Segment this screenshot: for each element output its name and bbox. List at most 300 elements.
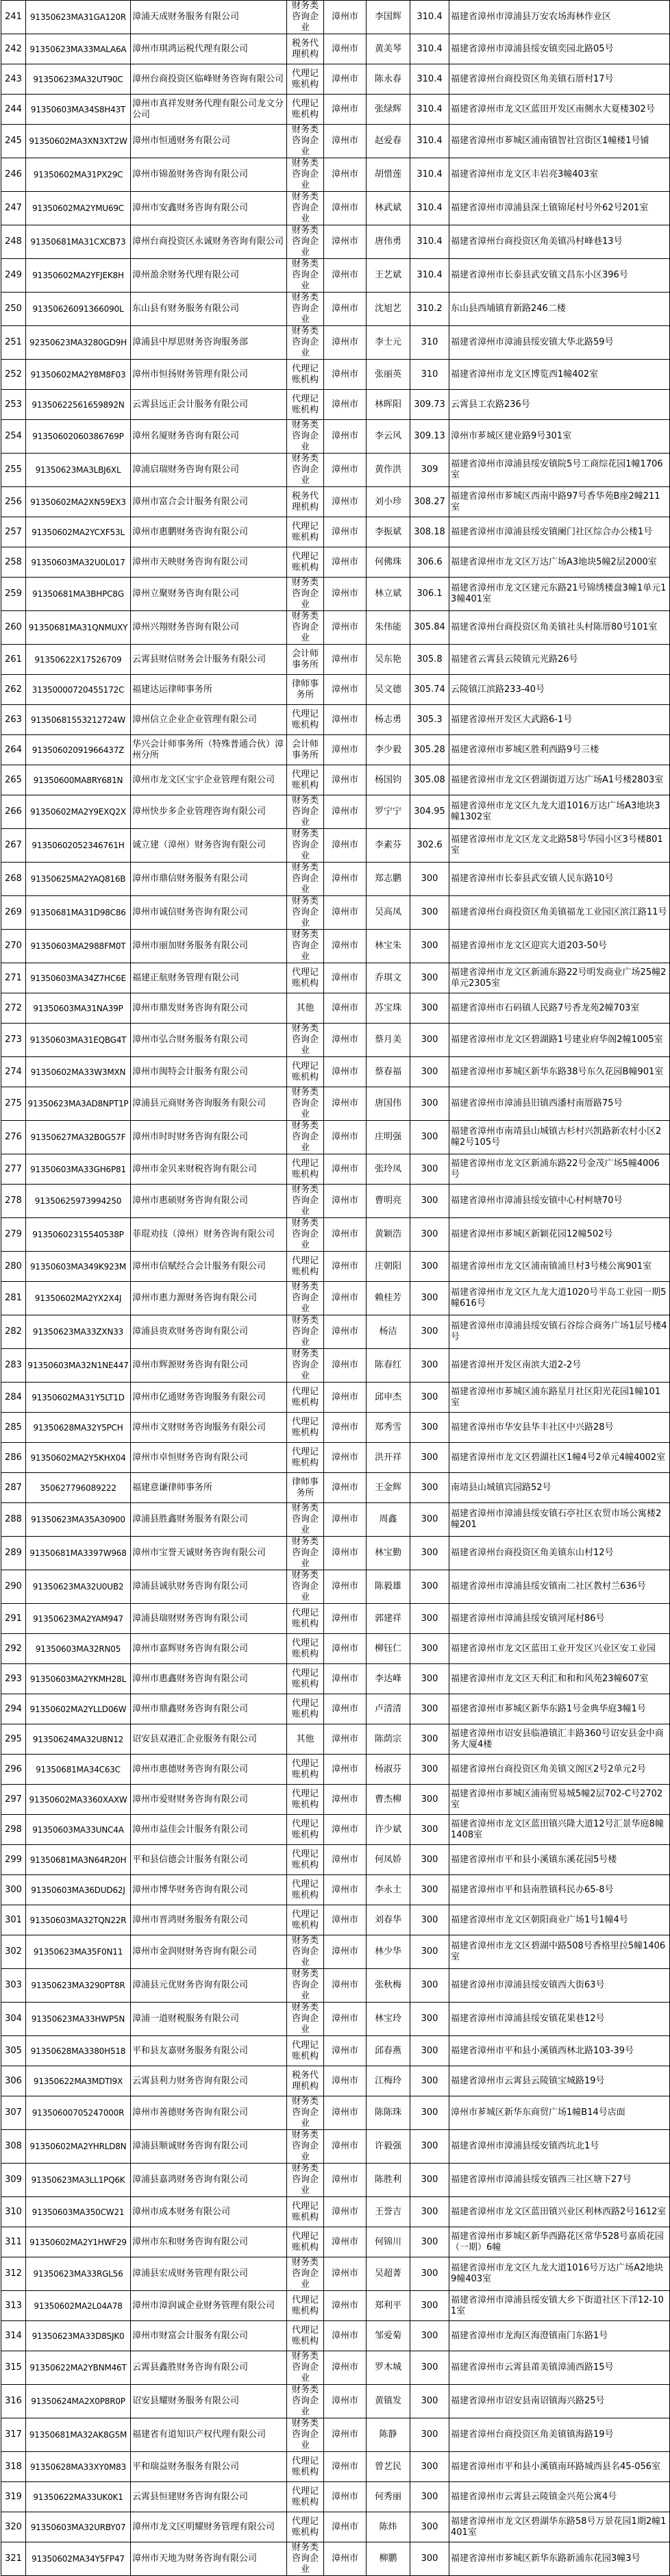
address-cell: 福建省漳州市芗城区新华东路1号金典华庭3幢1号 xyxy=(449,1694,670,1724)
credit-code-cell: 91350624MA32U8N12 xyxy=(26,1724,131,1755)
address-cell: 福建省漳州市龙文区九龙大道1016万达广场A3地块3幢1302室 xyxy=(449,795,670,829)
row-number-cell: 253 xyxy=(1,390,26,420)
company-name-cell: 漳州快步多企业管理咨询有限公司 xyxy=(131,795,287,829)
credit-code-cell: 91350628MA32Y5PCH xyxy=(26,1413,131,1443)
credit-code-cell: 91350602MA2YCXF53L xyxy=(26,517,131,547)
org-type-cell: 会计师事务所 xyxy=(287,645,324,675)
contact-person-cell: 卢清清 xyxy=(367,1694,410,1724)
company-name-cell: 云霄县财信财务会计服务有限公司 xyxy=(131,645,287,675)
address-cell: 福建省漳州市平和县小溪镇东溪花园5号楼 xyxy=(449,1845,670,1875)
table-body xyxy=(1,1,670,2576)
score-cell: 300 xyxy=(410,1413,449,1443)
address-cell: 福建省漳州市芗城区新华东路38号东久花园B幢901室 xyxy=(449,1057,670,1087)
credit-code-cell: 91350602MA2Y5KHX04 xyxy=(26,1443,131,1473)
contact-person-cell: 李少毅 xyxy=(367,735,410,765)
table-row xyxy=(1,1969,670,2003)
org-type-cell: 税务代理机构 xyxy=(287,487,324,517)
row-number-cell: 293 xyxy=(1,1664,26,1694)
table-row xyxy=(1,705,670,735)
credit-code-cell: 91350602MA31PX29C xyxy=(26,158,131,192)
company-name-cell: 云霄县利力财务咨询有限公司 xyxy=(131,2066,287,2096)
contact-person-cell: 许毅强 xyxy=(367,2130,410,2164)
row-number-cell: 307 xyxy=(1,2096,26,2130)
credit-code-cell: 91350603MA350CW21 xyxy=(26,2197,131,2227)
company-name-cell: 菲琨劝技（漳州）财务咨询有限公司 xyxy=(131,1218,287,1252)
row-number-cell: 266 xyxy=(1,795,26,829)
table-row xyxy=(1,2036,670,2066)
table-row xyxy=(1,125,670,158)
contact-person-cell: 李振斌 xyxy=(367,517,410,547)
contact-person-cell: 赵爱春 xyxy=(367,125,410,158)
contact-person-cell: 李士元 xyxy=(367,326,410,360)
score-cell: 300 xyxy=(410,1935,449,1969)
city-cell: 漳州市 xyxy=(324,1087,367,1121)
credit-code-cell: 92350623MA3280GD9H xyxy=(26,326,131,360)
credit-code-cell: 91350622MA3MDTI9X xyxy=(26,2066,131,2096)
org-type-cell: 代理记账机构 xyxy=(287,1383,324,1413)
score-cell: 300 xyxy=(410,2036,449,2066)
company-name-cell: 漳州市惠力源财务咨询有限公司 xyxy=(131,1282,287,1315)
credit-code-cell: 91350603MA32TQN22R xyxy=(26,1905,131,1935)
company-table xyxy=(1,0,670,2576)
city-cell: 漳州市 xyxy=(324,1349,367,1383)
company-name-cell: 漳州市闽特会计服务有限公司 xyxy=(131,1057,287,1087)
city-cell: 漳州市 xyxy=(324,360,367,390)
contact-person-cell: 何凤娇 xyxy=(367,1845,410,1875)
company-name-cell: 福建意谦律师事务所 xyxy=(131,1473,287,1503)
company-name-cell: 漳浦县中厚思财务咨询服务部 xyxy=(131,326,287,360)
contact-person-cell: 杨洁 xyxy=(367,1315,410,1349)
contact-person-cell: 柳鹏 xyxy=(367,2542,410,2576)
org-type-cell: 财务类咨询企业 xyxy=(287,326,324,360)
table-row xyxy=(1,1664,670,1694)
row-number-cell: 318 xyxy=(1,2452,26,2482)
company-name-cell: 云霄县恒建财务咨询有限公司 xyxy=(131,2482,287,2512)
score-cell: 300 xyxy=(410,1024,449,1057)
address-cell: 福建省漳州市石码镇人民路7号香龙苑2幢703室 xyxy=(449,993,670,1024)
company-name-cell: 漳州市信赋经合会计服务有限公司 xyxy=(131,1252,287,1282)
table-row xyxy=(1,1724,670,1755)
score-cell: 300 xyxy=(410,2512,449,2542)
table-row xyxy=(1,963,670,993)
company-name-cell: 漳州市安鑫财务咨询有限公司 xyxy=(131,192,287,225)
company-name-cell: 云霄县远正会计服务有限公司 xyxy=(131,390,287,420)
city-cell: 漳州市 xyxy=(324,1383,367,1413)
table-row xyxy=(1,1537,670,1570)
address-cell: 福建省漳州市漳浦县绥安镇大乡下街道社区下洋12-101室 xyxy=(449,2291,670,2321)
credit-code-cell: 91350622X17526709 xyxy=(26,645,131,675)
company-name-cell: 漳州市时时财务咨询有限公司 xyxy=(131,1121,287,1154)
city-cell: 漳州市 xyxy=(324,1724,367,1755)
credit-code-cell: 91350602MA2YMU69C xyxy=(26,192,131,225)
credit-code-cell: 91350602MA3XN3XT2W xyxy=(26,125,131,158)
org-type-cell: 财务类咨询企业 xyxy=(287,158,324,192)
table-row xyxy=(1,2197,670,2227)
score-cell: 309 xyxy=(410,454,449,487)
city-cell: 漳州市 xyxy=(324,64,367,95)
table-row xyxy=(1,1503,670,1537)
score-cell: 300 xyxy=(410,1473,449,1503)
row-number-cell: 310 xyxy=(1,2197,26,2227)
row-number-cell: 290 xyxy=(1,1570,26,1604)
row-number-cell: 283 xyxy=(1,1349,26,1383)
credit-code-cell: 91350622MA33UK0K1 xyxy=(26,2482,131,2512)
company-name-cell: 漳州市锦盈财务咨询有限公司 xyxy=(131,158,287,192)
org-type-cell: 代理记账机构 xyxy=(287,765,324,795)
contact-person-cell: 林宝朱 xyxy=(367,930,410,963)
company-name-cell: 漳州市丽加财务服务有限公司 xyxy=(131,930,287,963)
company-name-cell: 漳州市金润财财务咨询有限公司 xyxy=(131,1935,287,1969)
credit-code-cell: 91350603MA34S8H43T xyxy=(26,95,131,125)
credit-code-cell: 91350623MA33HWP5N xyxy=(26,2003,131,2036)
org-type-cell: 财务类咨询企业 xyxy=(287,293,324,326)
contact-person-cell: 林晖阳 xyxy=(367,390,410,420)
credit-code-cell: 91350622MA2YBNM46T xyxy=(26,2351,131,2385)
org-type-cell: 代理记账机构 xyxy=(287,1905,324,1935)
row-number-cell: 278 xyxy=(1,1185,26,1218)
city-cell: 漳州市 xyxy=(324,547,367,578)
company-name-cell: 平和县友嘉财务服务有限公司 xyxy=(131,2036,287,2066)
company-name-cell: 漳浦县胜鑫财务服务有限公司 xyxy=(131,1503,287,1537)
row-number-cell: 287 xyxy=(1,1473,26,1503)
score-cell: 300 xyxy=(410,1570,449,1604)
org-type-cell: 其他 xyxy=(287,1724,324,1755)
score-cell: 305.84 xyxy=(410,611,449,645)
table-row xyxy=(1,1755,670,1785)
city-cell: 漳州市 xyxy=(324,158,367,192)
city-cell: 漳州市 xyxy=(324,1570,367,1604)
company-name-cell: 漳州盈余财务代理有限公司 xyxy=(131,259,287,293)
org-type-cell: 代理记账机构 xyxy=(287,1785,324,1815)
credit-code-cell: 91350602MA2L04A78 xyxy=(26,2291,131,2321)
org-type-cell: 代理记账机构 xyxy=(287,2291,324,2321)
company-name-cell: 漳州市鼎发财务咨询有限公司 xyxy=(131,993,287,1024)
credit-code-cell: 91350602MA34Y5FP47 xyxy=(26,2542,131,2576)
org-type-cell: 财务类咨询企业 xyxy=(287,1570,324,1604)
table-row xyxy=(1,1905,670,1935)
score-cell: 308.18 xyxy=(410,517,449,547)
row-number-cell: 309 xyxy=(1,2164,26,2197)
row-number-cell: 268 xyxy=(1,863,26,896)
row-number-cell: 270 xyxy=(1,930,26,963)
company-name-cell: 漳州市惠鹏财务咨询有限公司 xyxy=(131,517,287,547)
table-row xyxy=(1,34,670,64)
score-cell: 300 xyxy=(410,1349,449,1383)
city-cell: 漳州市 xyxy=(324,829,367,863)
credit-code-cell: 91350623MA33D8SJK0 xyxy=(26,2321,131,2351)
contact-person-cell: 庄朝阳 xyxy=(367,1252,410,1282)
contact-person-cell: 陈荫宗 xyxy=(367,1724,410,1755)
table-row xyxy=(1,293,670,326)
row-number-cell: 249 xyxy=(1,259,26,293)
city-cell: 漳州市 xyxy=(324,1634,367,1664)
company-name-cell: 漳浦县瑞财财务咨询有限公司 xyxy=(131,1604,287,1634)
contact-person-cell: 王金辉 xyxy=(367,1473,410,1503)
row-number-cell: 256 xyxy=(1,487,26,517)
row-number-cell: 262 xyxy=(1,675,26,705)
org-type-cell: 财务类咨询企业 xyxy=(287,1349,324,1383)
org-type-cell: 财务类咨询企业 xyxy=(287,930,324,963)
org-type-cell: 代理记账机构 xyxy=(287,95,324,125)
table-row xyxy=(1,611,670,645)
credit-code-cell: 91350602MA31Y5LT1D xyxy=(26,1383,131,1413)
credit-code-cell: 91350627MA32B0G57F xyxy=(26,1121,131,1154)
address-cell: 福建省漳州市龙文区蓝田镇兴隆大道12号汇景华庭8幢1408室 xyxy=(449,1815,670,1845)
score-cell: 309.13 xyxy=(410,420,449,454)
company-name-cell: 漳州市鼎信财务服务有限公司 xyxy=(131,863,287,896)
org-type-cell: 代理记账机构 xyxy=(287,64,324,95)
table-row xyxy=(1,1282,670,1315)
contact-person-cell: 郑志鹏 xyxy=(367,863,410,896)
contact-person-cell: 李永土 xyxy=(367,1875,410,1905)
row-number-cell: 274 xyxy=(1,1057,26,1087)
credit-code-cell: 91350603MA32RN05 xyxy=(26,1634,131,1664)
score-cell: 300 xyxy=(410,1503,449,1537)
table-row xyxy=(1,1875,670,1905)
address-cell: 福建省漳州市云霄县莆美镇漳浦西路15号 xyxy=(449,2351,670,2385)
row-number-cell: 273 xyxy=(1,1024,26,1057)
row-number-cell: 321 xyxy=(1,2542,26,2576)
address-cell: 福建省漳州市长泰县武安镇人民东路10号 xyxy=(449,863,670,896)
org-type-cell: 财务类咨询企业 xyxy=(287,420,324,454)
org-type-cell: 财务类咨询企业 xyxy=(287,611,324,645)
address-cell: 福建省漳州市芗城区浦东路星月社区阳光花园1幢101室 xyxy=(449,1383,670,1413)
address-cell: 福建省漳州台商投资区角美镇镇海路19号 xyxy=(449,2418,670,2452)
address-cell: 福建省漳州市龙文区蓝田开发区南侧水大夏楼302号 xyxy=(449,95,670,125)
company-name-cell: 漳浦天成财务服务有限公司 xyxy=(131,1,287,34)
table-row xyxy=(1,1087,670,1121)
city-cell: 漳州市 xyxy=(324,2452,367,2482)
city-cell: 漳州市 xyxy=(324,1315,367,1349)
org-type-cell: 代理记账机构 xyxy=(287,1845,324,1875)
row-number-cell: 267 xyxy=(1,829,26,863)
address-cell: 福建省漳州市芗城区浦南贸易城5幢2层702-C号2702室 xyxy=(449,1785,670,1815)
address-cell: 福建省漳州市龙文区碧湖社区1幢4号2单元4幢4002室 xyxy=(449,1443,670,1473)
row-number-cell: 254 xyxy=(1,420,26,454)
city-cell: 漳州市 xyxy=(324,2512,367,2542)
contact-person-cell: 苏宝珠 xyxy=(367,993,410,1024)
row-number-cell: 272 xyxy=(1,993,26,1024)
contact-person-cell: 黄颖浩 xyxy=(367,1218,410,1252)
contact-person-cell: 罗木城 xyxy=(367,2351,410,2385)
contact-person-cell: 林武斌 xyxy=(367,192,410,225)
address-cell: 福建省漳州市平和县小溪镇西林北路103-39号 xyxy=(449,2036,670,2066)
org-type-cell: 财务类咨询企业 xyxy=(287,2130,324,2164)
city-cell: 漳州市 xyxy=(324,578,367,611)
org-type-cell: 代理记账机构 xyxy=(287,1154,324,1185)
credit-code-cell: 91350603MA31NA39P xyxy=(26,993,131,1024)
org-type-cell: 财务类咨询企业 xyxy=(287,1121,324,1154)
contact-person-cell: 陈炜 xyxy=(367,2512,410,2542)
address-cell: 福建省漳州市龙文区新浦东路22号金茂广场5幢4006号 xyxy=(449,1154,670,1185)
org-type-cell: 财务类咨询企业 xyxy=(287,578,324,611)
city-cell: 漳州市 xyxy=(324,1057,367,1087)
score-cell: 310.4 xyxy=(410,34,449,64)
table-row xyxy=(1,1349,670,1383)
contact-person-cell: 邹爱菊 xyxy=(367,2321,410,2351)
row-number-cell: 303 xyxy=(1,1969,26,2003)
score-cell: 300 xyxy=(410,1604,449,1634)
company-name-cell: 漳州市诚信财务咨询有限公司 xyxy=(131,896,287,930)
contact-person-cell: 陈春红 xyxy=(367,1349,410,1383)
org-type-cell: 财务类咨询企业 xyxy=(287,795,324,829)
company-name-cell: 诏安县耀财务服务有限公司 xyxy=(131,2385,287,2418)
score-cell: 300 xyxy=(410,1664,449,1694)
address-cell: 云陵镇江滨路233-40号 xyxy=(449,675,670,705)
address-cell: 福建省漳州台商投资区角美镇东山村12号 xyxy=(449,1537,670,1570)
credit-code-cell: 91350603MA32N1NE447 xyxy=(26,1349,131,1383)
table-row xyxy=(1,2512,670,2542)
table-row xyxy=(1,1815,670,1845)
row-number-cell: 313 xyxy=(1,2291,26,2321)
table-row xyxy=(1,420,670,454)
org-type-cell: 财务类咨询企业 xyxy=(287,863,324,896)
credit-code-cell: 91350623MA3LBJ6XL xyxy=(26,454,131,487)
city-cell: 漳州市 xyxy=(324,1935,367,1969)
row-number-cell: 285 xyxy=(1,1413,26,1443)
org-type-cell: 财务类咨询企业 xyxy=(287,1218,324,1252)
score-cell: 300 xyxy=(410,1845,449,1875)
table-row xyxy=(1,1383,670,1413)
company-name-cell: 漳州市惠鑫财务咨询有限公司 xyxy=(131,1664,287,1694)
company-name-cell: 漳浦一道财税服务有限公司 xyxy=(131,2003,287,2036)
row-number-cell: 255 xyxy=(1,454,26,487)
city-cell: 漳州市 xyxy=(324,1969,367,2003)
score-cell: 300 xyxy=(410,2351,449,2385)
city-cell: 漳州市 xyxy=(324,795,367,829)
company-name-cell: 漳州市惠硕财务咨询有限公司 xyxy=(131,1185,287,1218)
credit-code-cell: 91350603MA33UNC4A xyxy=(26,1815,131,1845)
row-number-cell: 261 xyxy=(1,645,26,675)
contact-person-cell: 吴高凤 xyxy=(367,896,410,930)
address-cell: 福建省漳州市漳浦县绥安镇阑门社区综合办公楼1号 xyxy=(449,517,670,547)
row-number-cell: 296 xyxy=(1,1755,26,1785)
row-number-cell: 251 xyxy=(1,326,26,360)
org-type-cell: 财务类咨询企业 xyxy=(287,2542,324,2576)
score-cell: 305.8 xyxy=(410,645,449,675)
org-type-cell: 代理记账机构 xyxy=(287,2227,324,2257)
address-cell: 福建省漳州市龙海区海澄镇南门东路1号 xyxy=(449,2321,670,2351)
org-type-cell: 代理记账机构 xyxy=(287,517,324,547)
score-cell: 300 xyxy=(410,1315,449,1349)
contact-person-cell: 何秀丽 xyxy=(367,2482,410,2512)
contact-person-cell: 朱伟能 xyxy=(367,611,410,645)
org-type-cell: 代理记账机构 xyxy=(287,360,324,390)
score-cell: 300 xyxy=(410,1537,449,1570)
address-cell: 福建省漳州市龙文区迎宾大道203-50号 xyxy=(449,930,670,963)
org-type-cell: 代理记账机构 xyxy=(287,1057,324,1087)
company-name-cell: 漳州市嘉辉财务咨询有限公司 xyxy=(131,1634,287,1664)
row-number-cell: 292 xyxy=(1,1634,26,1664)
company-name-cell: 东山县有财务服务有限公司 xyxy=(131,293,287,326)
city-cell: 漳州市 xyxy=(324,1185,367,1218)
org-type-cell: 代理记账机构 xyxy=(287,1634,324,1664)
credit-code-cell: 31350000720455172C xyxy=(26,675,131,705)
table-row xyxy=(1,1604,670,1634)
score-cell: 310.4 xyxy=(410,192,449,225)
table-row xyxy=(1,1570,670,1604)
contact-person-cell: 林立斌 xyxy=(367,578,410,611)
score-cell: 300 xyxy=(410,1694,449,1724)
company-name-cell: 漳州市亿通财务咨询服务有限公司 xyxy=(131,1383,287,1413)
city-cell: 漳州市 xyxy=(324,1604,367,1634)
city-cell: 漳州市 xyxy=(324,1,367,34)
credit-code-cell: 91350681MA3N64R20H xyxy=(26,1845,131,1875)
org-type-cell: 财务类咨询企业 xyxy=(287,1,324,34)
row-number-cell: 243 xyxy=(1,64,26,95)
table-row xyxy=(1,2321,670,2351)
address-cell: 福建省漳州市龙文区天利汇和和和风苑23幢607室 xyxy=(449,1664,670,1694)
org-type-cell: 财务类咨询企业 xyxy=(287,192,324,225)
contact-person-cell: 庄明强 xyxy=(367,1121,410,1154)
address-cell: 福建省漳州市漳浦县绥安镇奕园北路05号 xyxy=(449,34,670,64)
score-cell: 300 xyxy=(410,2003,449,2036)
score-cell: 302.6 xyxy=(410,829,449,863)
row-number-cell: 281 xyxy=(1,1282,26,1315)
credit-code-cell: 91350625MA2YAQ816B xyxy=(26,863,131,896)
company-name-cell: 漳州台商投资区临峰财务咨询有限公司 xyxy=(131,64,287,95)
score-cell: 310 xyxy=(410,326,449,360)
contact-person-cell: 赖桂芳 xyxy=(367,1282,410,1315)
city-cell: 漳州市 xyxy=(324,1473,367,1503)
table-row xyxy=(1,2164,670,2197)
org-type-cell: 代理记账机构 xyxy=(287,2452,324,2482)
address-cell: 漳州市芗城区新华东商贸广场1幢B14号店面 xyxy=(449,2096,670,2130)
org-type-cell: 代理记账机构 xyxy=(287,390,324,420)
org-type-cell: 代理记账机构 xyxy=(287,2321,324,2351)
score-cell: 300 xyxy=(410,1282,449,1315)
contact-person-cell: 吴东艳 xyxy=(367,645,410,675)
org-type-cell: 代理记账机构 xyxy=(287,547,324,578)
table-row xyxy=(1,1057,670,1087)
org-type-cell: 代理记账机构 xyxy=(287,2197,324,2227)
table-row xyxy=(1,2066,670,2096)
address-cell: 云霄县工农路236号 xyxy=(449,390,670,420)
contact-person-cell: 郑秀雪 xyxy=(367,1413,410,1443)
company-name-cell: 漳州市恒通财务有限公司 xyxy=(131,125,287,158)
city-cell: 漳州市 xyxy=(324,2164,367,2197)
org-type-cell: 代理记账机构 xyxy=(287,1875,324,1905)
score-cell: 300 xyxy=(410,2542,449,2576)
contact-person-cell: 刘春华 xyxy=(367,1905,410,1935)
company-name-cell: 漳州市真祥发财务代理有限公司龙文分公司 xyxy=(131,95,287,125)
address-cell: 福建省漳州市龙文区万达广场A3地块5幢2层2000室 xyxy=(449,547,670,578)
credit-code-cell: 91350623MA2YAM947 xyxy=(26,1604,131,1634)
city-cell: 漳州市 xyxy=(324,1121,367,1154)
company-name-cell: 漳州市金贝来财税咨询有限公司 xyxy=(131,1154,287,1185)
credit-code-cell: 91350625973994250 xyxy=(26,1185,131,1218)
credit-code-cell: 91350602MA2YFJEK8H xyxy=(26,259,131,293)
org-type-cell: 代理记账机构 xyxy=(287,963,324,993)
contact-person-cell: 曹明亮 xyxy=(367,1185,410,1218)
contact-person-cell: 陈陈珠 xyxy=(367,2096,410,2130)
org-type-cell: 代理记账机构 xyxy=(287,1443,324,1473)
credit-code-cell: 91350681MA32AK8G5M xyxy=(26,2418,131,2452)
score-cell: 300 xyxy=(410,993,449,1024)
org-type-cell: 税务代理机构 xyxy=(287,34,324,64)
contact-person-cell: 林少华 xyxy=(367,1935,410,1969)
row-number-cell: 245 xyxy=(1,125,26,158)
org-type-cell: 财务类咨询企业 xyxy=(287,1282,324,1315)
table-row xyxy=(1,1154,670,1185)
contact-person-cell: 陈毅雄 xyxy=(367,1570,410,1604)
address-cell: 福建省漳州市漳浦县绥安镇大华北路59号 xyxy=(449,326,670,360)
row-number-cell: 306 xyxy=(1,2066,26,2096)
contact-person-cell: 许少斌 xyxy=(367,1815,410,1845)
address-cell: 福建省漳州市漳浦县绥安镇西三社区塘下27号 xyxy=(449,2164,670,2197)
city-cell: 漳州市 xyxy=(324,1845,367,1875)
table-row xyxy=(1,675,670,705)
